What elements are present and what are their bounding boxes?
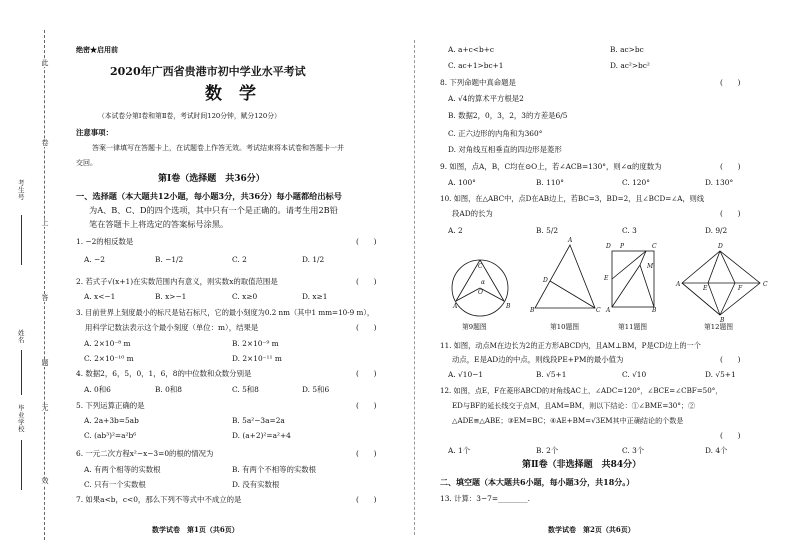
- candidate-number-label: 考生号: [18, 179, 25, 201]
- question-10: 10. 如图，在△ABC中，点D在AB边上，若BC=3，BD=2，且∠BCD=∠A，则线: [440, 194, 705, 203]
- binding-label: 上: [41, 219, 49, 227]
- fig-label-a: A: [606, 307, 611, 314]
- section-2-instructions: 二、填空题（本大题共6小题，每小题3分，共18分。）: [440, 477, 635, 487]
- question-3: 3. 目前世界上刻度最小的标尺是钻石标尺，它的最小刻度为0.2 nm（其中1 mm=10-9 m），: [76, 308, 375, 317]
- fig-label-a: A: [676, 281, 681, 288]
- question-9: 9. 如图，点A，B，C均在⊙O上，若∠ACB=130°，则∠α的度数为: [440, 162, 662, 171]
- fig-label-b: B: [720, 317, 725, 324]
- q2-option-c: C. x≥0: [232, 292, 258, 301]
- q10-option-b: B. 5/2: [536, 226, 559, 235]
- question-12: 12. 如图，点E，F在菱形ABCD的对角线AC上，∠ADC=120°，∠BCE=∠CBF=50°，: [440, 386, 723, 395]
- answer-paren: ( ): [720, 209, 741, 218]
- figure-11-square: [612, 251, 654, 307]
- fig-label-c: C: [596, 307, 601, 314]
- answer-paren: ( ): [356, 495, 377, 504]
- q12-option-c: C. 3个: [622, 446, 645, 455]
- binding-label: 此: [41, 59, 49, 67]
- fig-label-p: P: [620, 243, 625, 250]
- question-figures: [450, 243, 780, 323]
- q8-option-d: D. 对角线互相垂直的四边形是菱形: [448, 145, 562, 154]
- question-5: 5. 下列运算正确的是: [76, 401, 145, 410]
- fig-label-o: O: [478, 289, 483, 296]
- q12-option-d: D. 4个: [705, 446, 728, 455]
- question-1: 1. −2的相反数是: [76, 237, 134, 246]
- answer-paren: ( ): [720, 162, 741, 171]
- question-11: 11. 如图，动点M在边长为2的正方形ABCD内，且AM⊥BM，P是CD边上的一个: [440, 341, 701, 350]
- fig-label-c: C: [652, 243, 657, 250]
- subject-title: 数 学: [205, 84, 256, 104]
- fig-label-e: E: [703, 285, 708, 292]
- q12-option-b: B. 2个: [536, 446, 559, 455]
- q3-option-c: C. 2×10⁻¹⁰ m: [84, 354, 134, 363]
- figure-caption: 第12题图: [704, 323, 734, 331]
- fig-label-b: B: [530, 307, 535, 314]
- page-footer: 数学试卷 第1页（共6页）: [152, 525, 239, 534]
- q11-option-d: D. √5+1: [705, 370, 736, 379]
- q5-option-c: C. (ab³)²=a²b⁶: [84, 431, 137, 440]
- q9-option-a: A. 100°: [448, 178, 476, 187]
- question-6: 6. 一元二次方程x²−x−3=0的根的情况为: [76, 449, 214, 458]
- notice-text: 交回。: [76, 159, 97, 167]
- q8-option-c: C. 正六边形的内角和为360°: [448, 129, 543, 138]
- answer-paren: ( ): [720, 431, 741, 440]
- q11-option-a: A. √10−1: [448, 370, 484, 379]
- q8-option-a: A. √4的算术平方根是2: [448, 94, 524, 103]
- q6-option-d: D. 没有实数根: [232, 480, 280, 489]
- question-11-cont: 动点，E是AD边的中点，则线段PE+PM的最小值为: [452, 355, 624, 364]
- q7-option-d: D. ac²>bc²: [610, 61, 650, 70]
- fig-label-c: C: [478, 263, 483, 270]
- q6-option-c: C. 只有一个实数根: [84, 480, 146, 489]
- section-instructions: 一、选择题（本大题共12小题，每小题3分，共36分）每小题都给出标号: [76, 191, 342, 201]
- q1-option-c: C. 2: [232, 255, 247, 264]
- exam-info: （本试卷分第Ⅰ卷和第Ⅱ卷，考试时间120分钟，赋分120分）: [98, 112, 281, 120]
- fig-label-d: D: [543, 277, 548, 284]
- notice-text: 答案一律填写在答题卡上，在试题卷上作答无效。考试结束将本试卷和答题卡一并: [92, 144, 344, 152]
- q9-option-b: B. 110°: [536, 178, 564, 187]
- school-label: 毕业学校: [18, 404, 25, 433]
- binding-label: 效: [41, 477, 49, 485]
- figure-caption: 第10题图: [550, 323, 580, 331]
- q7-option-c: C. ac+1>bc+1: [448, 61, 504, 70]
- q9-option-d: D. 130°: [705, 178, 734, 187]
- q1-option-a: A. −2: [84, 255, 105, 264]
- section-2-title: 第Ⅱ卷（非选择题 共84分）: [522, 460, 642, 470]
- q2-option-a: A. x<−1: [84, 292, 116, 301]
- fig-label-b: B: [506, 303, 511, 310]
- answer-paren: ( ): [356, 237, 377, 246]
- binding-label: 无: [41, 404, 49, 412]
- binding-line: [44, 30, 45, 540]
- q8-option-b: B. 数据2，0，3，2，3的方差是6/5: [448, 111, 568, 120]
- question-12-cont: ED与BF的延长线交于点M，且AM=BM，则以下结论：①∠BME=30°；②: [452, 401, 696, 410]
- answer-paren: ( ): [356, 401, 377, 410]
- name-line: [21, 350, 22, 395]
- question-4: 4. 数据2，6，5，0，1，6，8的中位数和众数分别是: [76, 369, 252, 378]
- q9-option-c: C. 120°: [622, 178, 650, 187]
- q10-option-a: A. 2: [448, 226, 463, 235]
- fig-label-a: A: [453, 303, 458, 310]
- school-line: [21, 440, 22, 490]
- q2-option-b: B. x>−1: [155, 292, 187, 301]
- binding-label: 题: [41, 359, 49, 367]
- fig-label-b: B: [652, 307, 657, 314]
- exam-title: 2020年广西省贵港市初中学业水平考试: [110, 65, 306, 78]
- q12-option-a: A. 1个: [448, 446, 471, 455]
- q5-option-d: D. (a+2)²=a²+4: [232, 431, 291, 440]
- fig-label-d: D: [718, 243, 723, 250]
- section-instructions: 笔在答题卡上将选定的答案标号涂黑。: [89, 219, 229, 229]
- fig-label-f: F: [738, 285, 743, 292]
- figure-12-rhombus: [682, 251, 760, 315]
- fig-label-alpha: α: [481, 279, 486, 286]
- fig-label-d: D: [606, 243, 611, 250]
- fig-label-c: C: [763, 281, 768, 288]
- q3-option-a: A. 2×10⁻⁸ m: [84, 339, 131, 348]
- figure-caption: 第9题图: [462, 323, 487, 331]
- q4-option-b: B. 0和8: [155, 385, 182, 394]
- q7-option-a: A. a+c<b+c: [448, 45, 495, 54]
- q1-option-d: D. 1/2: [302, 255, 325, 264]
- page-footer: 数学试卷 第2页（共6页）: [548, 525, 635, 534]
- q11-option-b: B. √5+1: [536, 370, 567, 379]
- section-title: 第Ⅰ卷（选择题 共36分）: [158, 174, 265, 184]
- q6-option-a: A. 有两个相等的实数根: [84, 465, 161, 474]
- fig-label-m: M: [647, 263, 654, 270]
- question-13: 13. 计算：3−7=________.: [440, 494, 530, 503]
- fig-label-a: A: [568, 237, 573, 244]
- question-7: 7. 如果a<b，c<0，那么下列不等式中不成立的是: [76, 495, 242, 504]
- page-separator: [414, 40, 415, 535]
- binding-label: 卷: [41, 139, 49, 147]
- q5-option-b: B. 5a²−3a=2a: [232, 416, 285, 425]
- q6-option-b: B. 有两个不相等的实数根: [232, 465, 317, 474]
- question-2: 2. 若式子√(x+1)在实数范围内有意义，则实数x的取值范围是: [76, 277, 278, 286]
- q3-option-d: D. 2×10⁻¹¹ m: [232, 354, 282, 363]
- q5-option-a: A. 2a+3b=5ab: [84, 416, 139, 425]
- answer-paren: ( ): [356, 277, 377, 286]
- q2-option-d: D. x≥1: [302, 292, 328, 301]
- name-label: 姓名: [18, 329, 25, 344]
- answer-paren: ( ): [720, 355, 741, 364]
- q11-option-c: C. √10: [622, 370, 647, 379]
- q4-option-d: D. 5和6: [302, 385, 330, 394]
- q1-option-b: B. −1/2: [155, 255, 184, 264]
- figure-caption: 第11题图: [618, 323, 648, 331]
- candidate-number-line: [21, 215, 22, 265]
- section-instructions: 为A、B、C、D的四个选项，其中只有一个是正确的。请考生用2B铅: [89, 205, 338, 215]
- question-8: 8. 下列命题中真命题是: [440, 78, 516, 87]
- answer-paren: ( ): [720, 78, 741, 87]
- answer-paren: ( ): [356, 369, 377, 378]
- q3-option-b: B. 2×10⁻⁹ m: [232, 339, 279, 348]
- q7-option-b: B. ac>bc: [610, 45, 644, 54]
- q10-option-c: C. 3: [622, 226, 637, 235]
- answer-paren: ( ): [356, 323, 377, 332]
- question-3-cont: 用科学记数法表示这个最小刻度（单位：m），结果是: [85, 323, 259, 332]
- question-10-cont: 段AD的长为: [452, 209, 493, 218]
- secret-label: 绝密★启用前: [76, 45, 118, 54]
- q10-option-d: D. 9/2: [705, 226, 728, 235]
- question-12-cont: △ADE≌△ABE；③EM=BC；④AE+BM=√3EM其中正确结论的个数是: [452, 416, 684, 425]
- q4-option-c: C. 5和8: [232, 385, 259, 394]
- binding-label: 答: [41, 294, 49, 302]
- fig-label-e: E: [604, 275, 609, 282]
- notice-title: 注意事项：: [76, 128, 113, 137]
- q4-option-a: A. 0和6: [84, 385, 111, 394]
- answer-paren: ( ): [356, 449, 377, 458]
